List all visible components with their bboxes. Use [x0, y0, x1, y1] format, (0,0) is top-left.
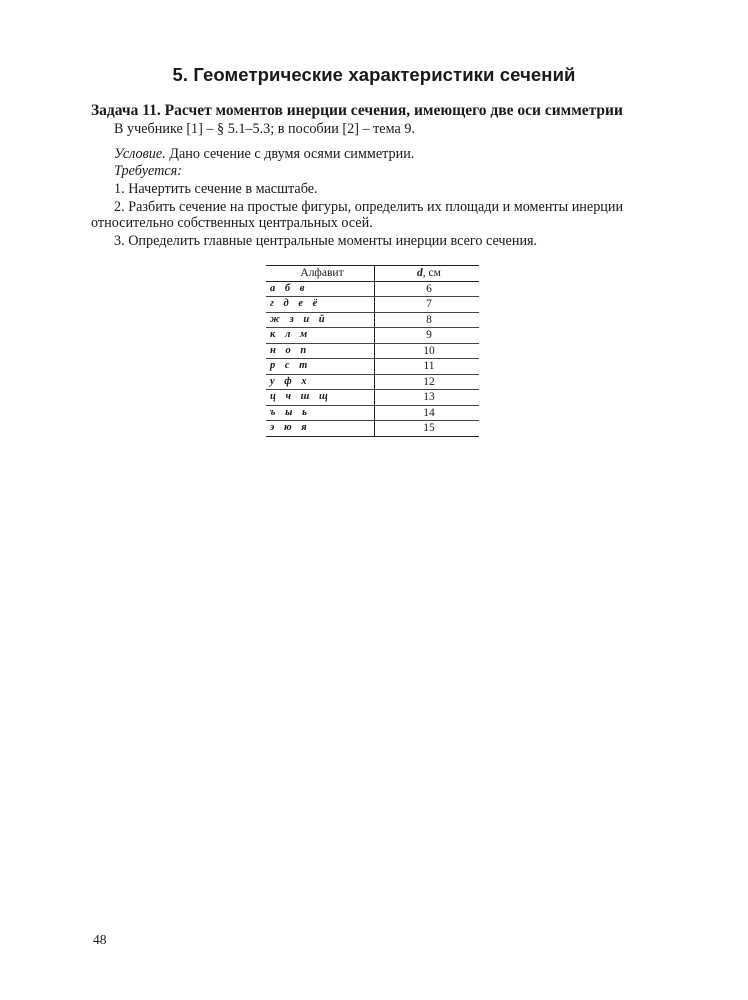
table-row: [266, 343, 479, 359]
letters-cell: ж з и й: [266, 312, 375, 328]
table-row: [266, 328, 479, 344]
alphabet-table: [266, 265, 479, 437]
table-row: [266, 359, 479, 375]
value-cell: 8: [375, 312, 480, 328]
condition-paragraph: [114, 146, 414, 162]
required-label: Требуется:: [114, 163, 182, 179]
value-cell: 7: [375, 297, 480, 313]
value-cell: 6: [375, 281, 480, 297]
letters-cell: ц ч ш щ: [266, 390, 375, 406]
step-2-line-1: 2. Разбить сечение на простые фигуры, определить их площади и моменты инерции: [114, 199, 624, 215]
table-row: [266, 297, 479, 313]
letters-cell: у ф х: [266, 374, 375, 390]
header-d-variable: d: [417, 267, 423, 280]
table-row: [266, 421, 479, 437]
header-d: [375, 266, 480, 282]
header-alphabet: Алфавит: [266, 266, 375, 282]
table-row: [266, 390, 479, 406]
letters-cell: н о п: [266, 343, 375, 359]
header-d-unit: , см: [422, 267, 441, 280]
chapter-title: 5. Геометрические характеристики сечений: [172, 64, 576, 85]
value-cell: 14: [375, 405, 480, 421]
condition-label: Условие.: [114, 146, 166, 162]
condition-text: Дано сечение с двумя осями симметрии.: [165, 146, 415, 162]
value-cell: 12: [375, 374, 480, 390]
table-row: [266, 281, 479, 297]
value-cell: 15: [423, 422, 435, 435]
step-2-line-2: относительно собственных центральных осей.: [91, 215, 373, 231]
value-cell: 10: [375, 343, 480, 359]
step-3: 3. Определить главные центральные моменты инерции всего сечения.: [114, 233, 538, 249]
value-cell: 13: [375, 390, 480, 406]
task-title: Задача 11. Расчет моментов инерции сечения, имеющего две оси симметрии: [91, 102, 623, 119]
table-header-row: [266, 266, 479, 282]
letters-cell: к л м: [266, 328, 375, 344]
table-row: [266, 374, 479, 390]
reference-line: В учебнике [1] – § 5.1–5.3; в пособии [2] – тема 9.: [114, 121, 415, 137]
page-number: 48: [93, 932, 107, 947]
letters-cell: ъ ы ь: [266, 405, 375, 421]
letters-cell: г д е ё: [266, 297, 375, 313]
letters-cell: а б в: [266, 281, 375, 297]
table-row: [266, 405, 479, 421]
value-cell: 9: [375, 328, 480, 344]
value-cell: 11: [375, 359, 480, 375]
letters-cell: э ю я: [266, 421, 375, 437]
table-row: [266, 312, 479, 328]
letters-cell: р с т: [266, 359, 375, 375]
step-1: 1. Начертить сечение в масштабе.: [114, 181, 318, 197]
